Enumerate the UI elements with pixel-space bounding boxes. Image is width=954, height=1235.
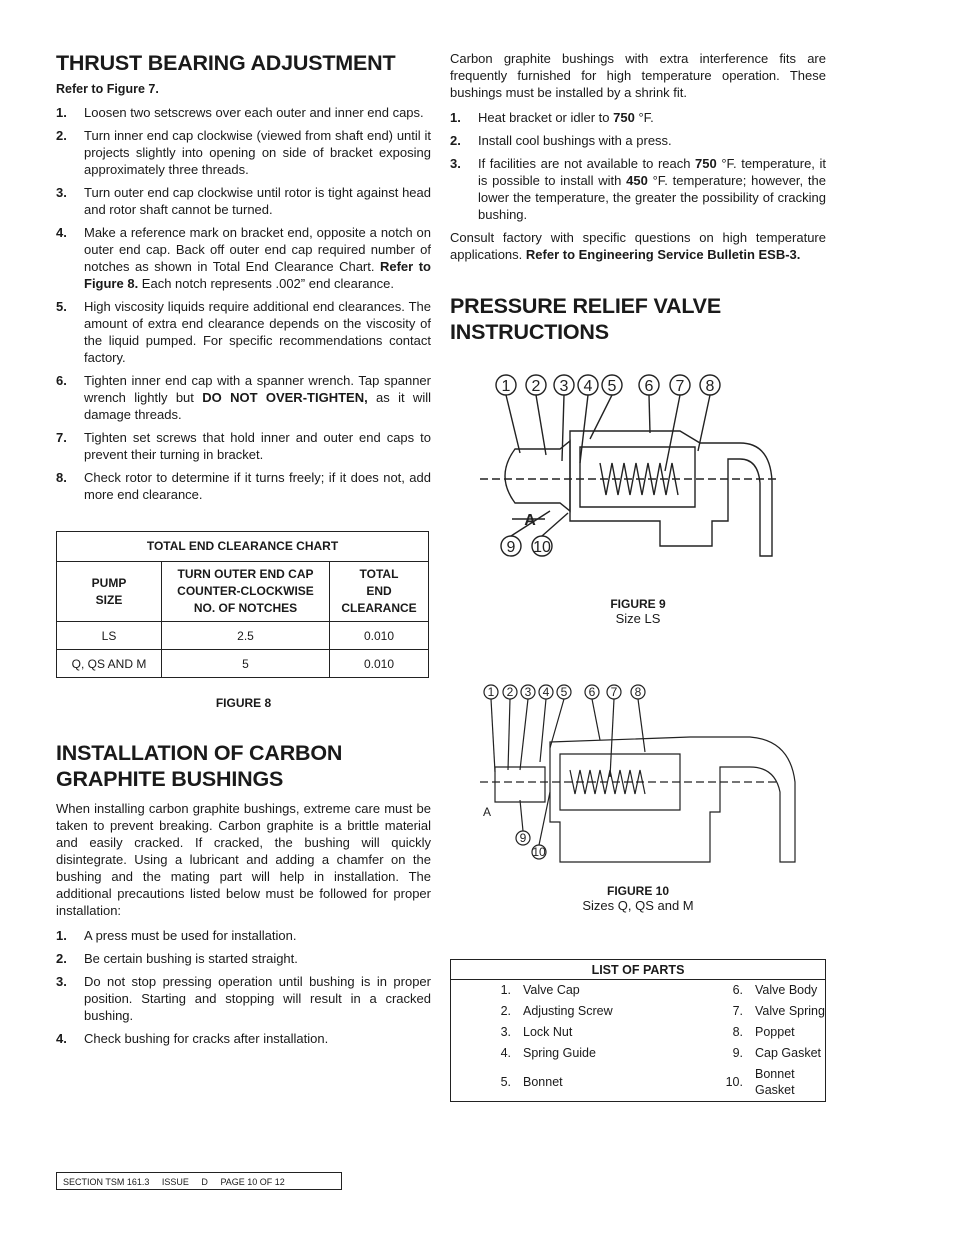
callout-3: 3 [559, 378, 569, 395]
list-item: 3. Turn outer end cap clockwise until rotor is tight against head and rotor shaft cannot be turned. [56, 185, 431, 217]
list-item: 2. Turn inner end cap clockwise (viewed from shaft end) until it projects slightly into opening on side of bracket exposing approximately three threads. [56, 128, 431, 177]
callout-8: 8 [705, 378, 715, 395]
callout-9: 9 [506, 539, 516, 556]
parts-list [450, 959, 826, 1102]
table-row: 3. Lock Nut 8. Poppet [500, 1025, 795, 1039]
chart-title: TOTAL END CLEARANCE CHART [57, 532, 429, 562]
end-clearance-chart [56, 531, 429, 678]
figure-9-diagram [450, 371, 826, 581]
callout-9: 9 [519, 831, 527, 845]
table-row: LS 2.5 0.010 [57, 622, 429, 650]
list-item: 5. High viscosity liquids require additional end clearances. The amount of extra end clearance depends on the viscosity of the liquid pumped. For specific recommendations contact factory. [56, 299, 431, 365]
callout-4: 4 [583, 378, 593, 395]
figure-9-caption: FIGURE 9 [610, 597, 666, 611]
table-row: 5. Bonnet 10. Bonnet Gasket [500, 1067, 795, 1097]
callout-6: 6 [644, 378, 654, 395]
table-row: 1. Valve Cap 6. Valve Body [500, 983, 818, 997]
callout-5: 5 [560, 685, 568, 699]
callout-3: 3 [524, 685, 532, 699]
callout-10: 10 [532, 845, 546, 859]
callout-7: 7 [610, 685, 618, 699]
list-item: 7. Tighten set screws that hold inner and outer end caps to prevent their turning in bracket. [56, 430, 431, 462]
list-item: 8. Check rotor to determine if it turns freely; if it does not, add more end clearance. [56, 470, 431, 502]
figure-10-subcaption: Sizes Q, QS and M [582, 898, 694, 913]
callout-2: 2 [531, 378, 541, 395]
installation-title: INSTALLATION OF CARBON GRAPHITE BUSHINGS [56, 741, 343, 791]
list-item: 4. Check bushing for cracks after installation. [56, 1031, 329, 1046]
high-temp-paragraph: Carbon graphite bushings with extra interference fits are frequently furnished for high temperature operation. These bushings must be installed by a shrink fit. [450, 51, 826, 100]
callout-10: 10 [533, 539, 551, 556]
list-item: 2. Install cool bushings with a press. [450, 133, 672, 148]
header-notches: TURN OUTER END CAP COUNTER-CLOCKWISE NO. OF NOTCHES [162, 562, 330, 622]
header-clearance: TOTAL END CLEARANCE [330, 562, 429, 622]
list-item: 4. Make a reference mark on bracket end, opposite a notch on outer end cap. Back off outer end cap required number of notches as shown in Total End Clearance Chart. Refer to Figure 8. Each notch represents .002” end clearance. [56, 225, 431, 291]
header-pump-size: PUMP SIZE [57, 562, 162, 622]
callout-8: 8 [634, 685, 642, 699]
callout-2: 2 [506, 685, 514, 699]
list-item: 2. Be certain bushing is started straight. [56, 951, 298, 966]
callout-1: 1 [487, 685, 495, 699]
callout-6: 6 [588, 685, 596, 699]
list-item: 1. A press must be used for installation. [56, 928, 297, 943]
figure-9-subcaption: Size LS [615, 611, 661, 626]
right-column [450, 50, 826, 1102]
callout-a: A [524, 512, 536, 529]
refer-figure-7: Refer to Figure 7. [56, 82, 159, 96]
thrust-steps [56, 104, 431, 503]
callout-a: A [482, 805, 492, 819]
list-item: 1. Loosen two setscrews over each outer and inner end caps. [56, 105, 424, 120]
left-column [56, 50, 431, 1053]
list-item: 3. Do not stop pressing operation until bushing is in proper position. Starting and stopping will result in a cracked bushing. [56, 974, 431, 1023]
figure-10-diagram [450, 682, 826, 882]
installation-paragraph: When installing carbon graphite bushings, extreme care must be taken to prevent breaking. Carbon graphite is a brittle material and easily cracked. If cracked, the bushing will quickly disintegrate. Using a lubricant and adding a chamfer on the bushing and the mating part will help in installation. The additional precautions listed below must be followed for proper installation: [56, 801, 431, 918]
section-footer: SECTION TSM 161.3 ISSUE D PAGE 10 OF 12 [56, 1172, 342, 1190]
figure-10-caption: FIGURE 10 [606, 884, 669, 898]
installation-steps [56, 927, 431, 1047]
table-row: Q, QS AND M 5 0.010 [57, 650, 429, 678]
list-item: 6. Tighten inner end cap with a spanner wrench. Tap spanner wrench lightly but DO NOT OVER-TIGHTEN, as it will damage threads. [56, 373, 431, 422]
list-item: 3. If facilities are not available to reach 750 °F. temperature, it is possible to install with 450 °F. temperature; however, the lower the temperature, the greater the possibility of cracking bushing. [450, 156, 826, 222]
list-item: 1. Heat bracket or idler to 750 °F. [450, 110, 654, 125]
table-row: 4. Spring Guide 9. Cap Gasket [500, 1046, 822, 1060]
callout-4: 4 [542, 685, 550, 699]
callout-1: 1 [501, 378, 511, 395]
relief-valve-title: PRESSURE RELIEF VALVE INSTRUCTIONS [450, 294, 721, 344]
callout-5: 5 [607, 378, 617, 395]
parts-list-title: LIST OF PARTS [451, 960, 825, 980]
high-temp-steps [450, 109, 826, 223]
table-row: 2. Adjusting Screw 7. Valve Spring [500, 1004, 825, 1018]
callout-7: 7 [675, 378, 685, 395]
thrust-bearing-title: THRUST BEARING ADJUSTMENT [56, 51, 396, 75]
figure-8-caption: FIGURE 8 [215, 696, 272, 710]
consult-paragraph: Consult factory with specific questions on high temperature applications. Refer to Engineering Service Bulletin ESB-3. [450, 230, 826, 262]
